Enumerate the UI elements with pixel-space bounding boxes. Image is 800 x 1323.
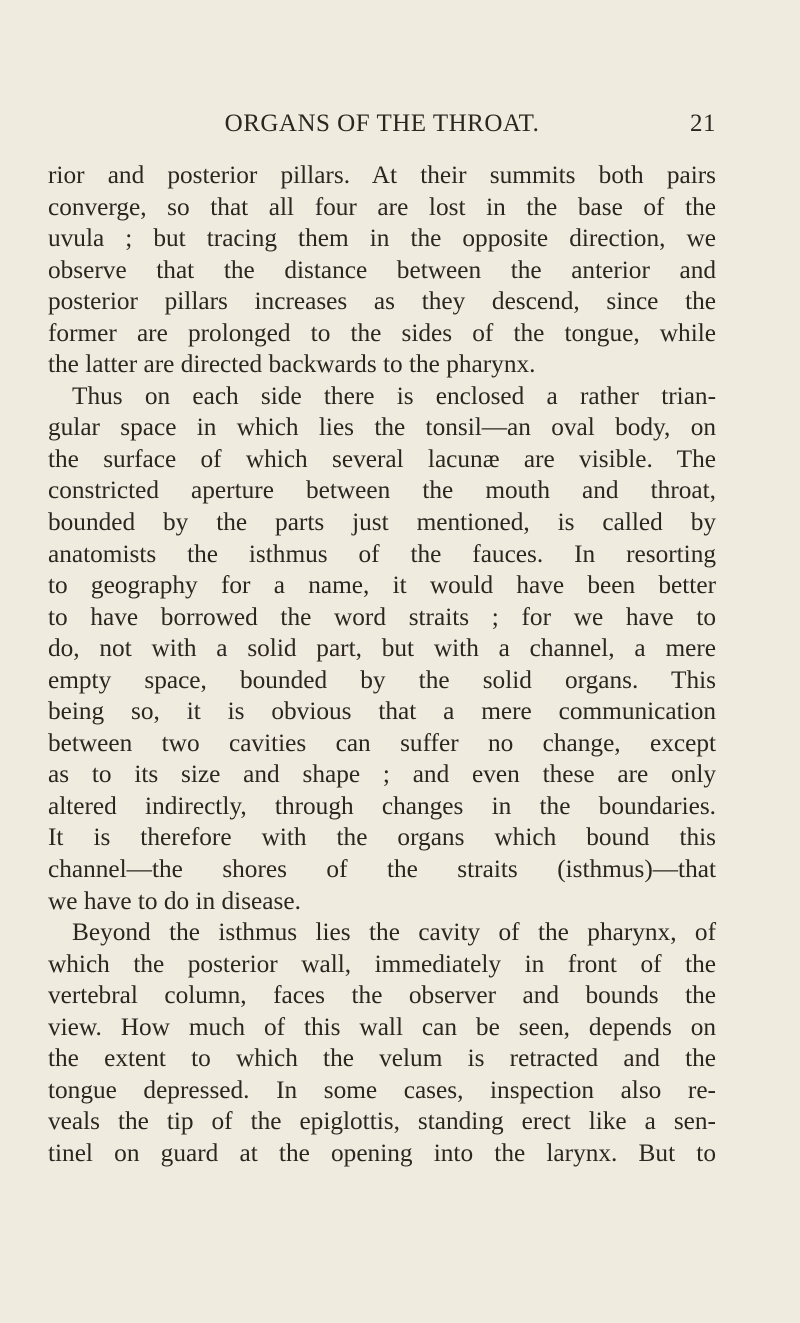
text-line: to geography for a name, it would have been better [48,571,716,600]
text-line: we have to do in disease. [48,886,301,915]
text-line: empty space, bounded by the solid organs. This [48,665,716,694]
text-line: constricted aperture between the mouth and throat, [48,476,716,505]
text-line: gular space in which lies the tonsil—an oval body, on [48,413,716,442]
text-line: the surface of which several lacunæ are visible. The [48,444,716,473]
text-line: the latter are directed backwards to the pharynx. [48,350,536,379]
running-title: ORGANS OF THE THROAT. [224,110,540,137]
running-head [48,110,716,142]
text-line: to have borrowed the word straits ; for we have to [48,602,716,631]
text-line: posterior pillars increases as they descend, since the [48,287,716,316]
text-line: altered indirectly, through changes in the boundaries. [48,791,716,820]
text-line: view. How much of this wall can be seen, depends on [48,1012,716,1041]
text-line: tinel on guard at the opening into the larynx. But to [48,1138,716,1167]
text-line: channel—the shores of the straits (isthmus)—that [48,855,716,884]
text-line: anatomists the isthmus of the fauces. In resorting [48,539,716,568]
text-line: converge, so that all four are lost in the base of the [48,192,716,221]
text-line: the extent to which the velum is retracted and the [48,1044,716,1073]
text-line: as to its size and shape ; and even these are only [48,760,716,789]
text-line: tongue depressed. In some cases, inspection also re- [48,1075,716,1104]
text-line: rior and posterior pillars. At their summits both pairs [48,161,716,189]
text-line: vertebral column, faces the observer and bounds the [48,981,716,1010]
text-line: Thus on each side there is enclosed a rather trian- [72,381,716,410]
text-line: It is therefore with the organs which bound this [48,823,716,852]
text-line: between two cavities can suffer no change, except [48,728,716,757]
text-line: bounded by the parts just mentioned, is called by [48,508,716,537]
text-line: which the posterior wall, immediately in front of the [48,949,716,978]
text-line: veals the tip of the epiglottis, standing erect like a sen- [48,1107,716,1136]
text-line: Beyond the isthmus lies the cavity of the pharynx, of [72,918,716,947]
body-text [48,160,716,1170]
text-line: do, not with a solid part, but with a channel, a mere [48,634,716,663]
text-line: former are prolonged to the sides of the tongue, while [48,318,716,347]
text-line: uvula ; but tracing them in the opposite direction, we [48,224,716,253]
text-line: being so, it is obvious that a mere communication [48,697,716,726]
page-number: 21 [690,110,716,137]
text-line: observe that the distance between the anterior and [48,255,716,284]
